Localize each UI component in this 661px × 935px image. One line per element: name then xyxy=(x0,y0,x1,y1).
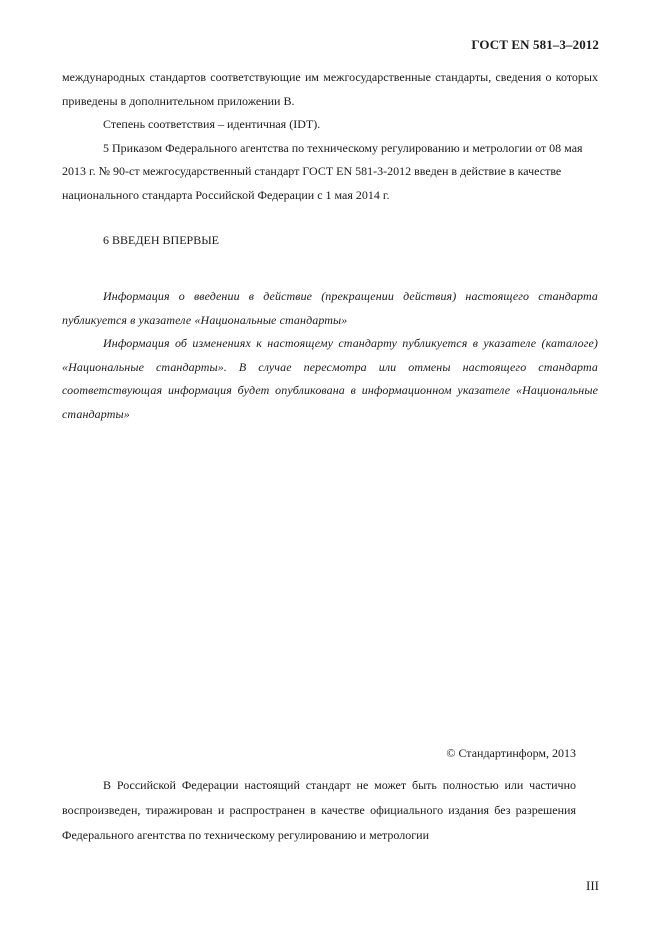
copyright-line: © Стандартинформ, 2013 xyxy=(446,746,576,760)
conformity-degree-paragraph: Степень соответствия – идентичная (IDT). xyxy=(103,117,321,131)
standard-code-header: ГОСТ EN 581–3–2012 xyxy=(471,37,599,52)
rights-paragraph: В Российской Федерации настоящий стандарт не может быть полностью или частично воспроизведен, тиражирован и распространен в качестве официального издания без разрешения Федерального агентства по техническому регулированию и метрологии xyxy=(62,778,576,842)
section-6-title: 6 ВВЕДЕН ВПЕРВЫЕ xyxy=(103,233,219,247)
publication-info-block xyxy=(62,285,598,426)
order-paragraph: 5 Приказом Федерального агентства по техническому регулированию и метрологии от 08 мая 2013 г. № 90-ст межгосударственный стандарт ГОСТ EN 581-3-2012 введен в действие в качестве национального стандарта Российской Федерации с 1 мая 2014 г. xyxy=(62,140,583,202)
preface-paragraph-continuation: международных стандартов соответствующие им межгосударственные стандарты, сведения о которых приведены в дополнительном приложении В. xyxy=(62,70,598,108)
rights-block xyxy=(62,773,576,848)
page-number: III xyxy=(586,878,599,893)
info-changes-paragraph: Информация об изменениях к настоящему стандарту публикуется в указателе (каталоге) «Национальные стандарты». В случае пересмотра или отмены настоящего стандарта соответствующая информация будет опубликована в информационном указателе «Национальные стандарты» xyxy=(62,336,598,421)
info-introduction-paragraph: Информация о введении в действие (прекращении действия) настоящего стандарта публикуется в указателе «Национальные стандарты» xyxy=(62,289,598,327)
preface-block xyxy=(62,66,598,207)
